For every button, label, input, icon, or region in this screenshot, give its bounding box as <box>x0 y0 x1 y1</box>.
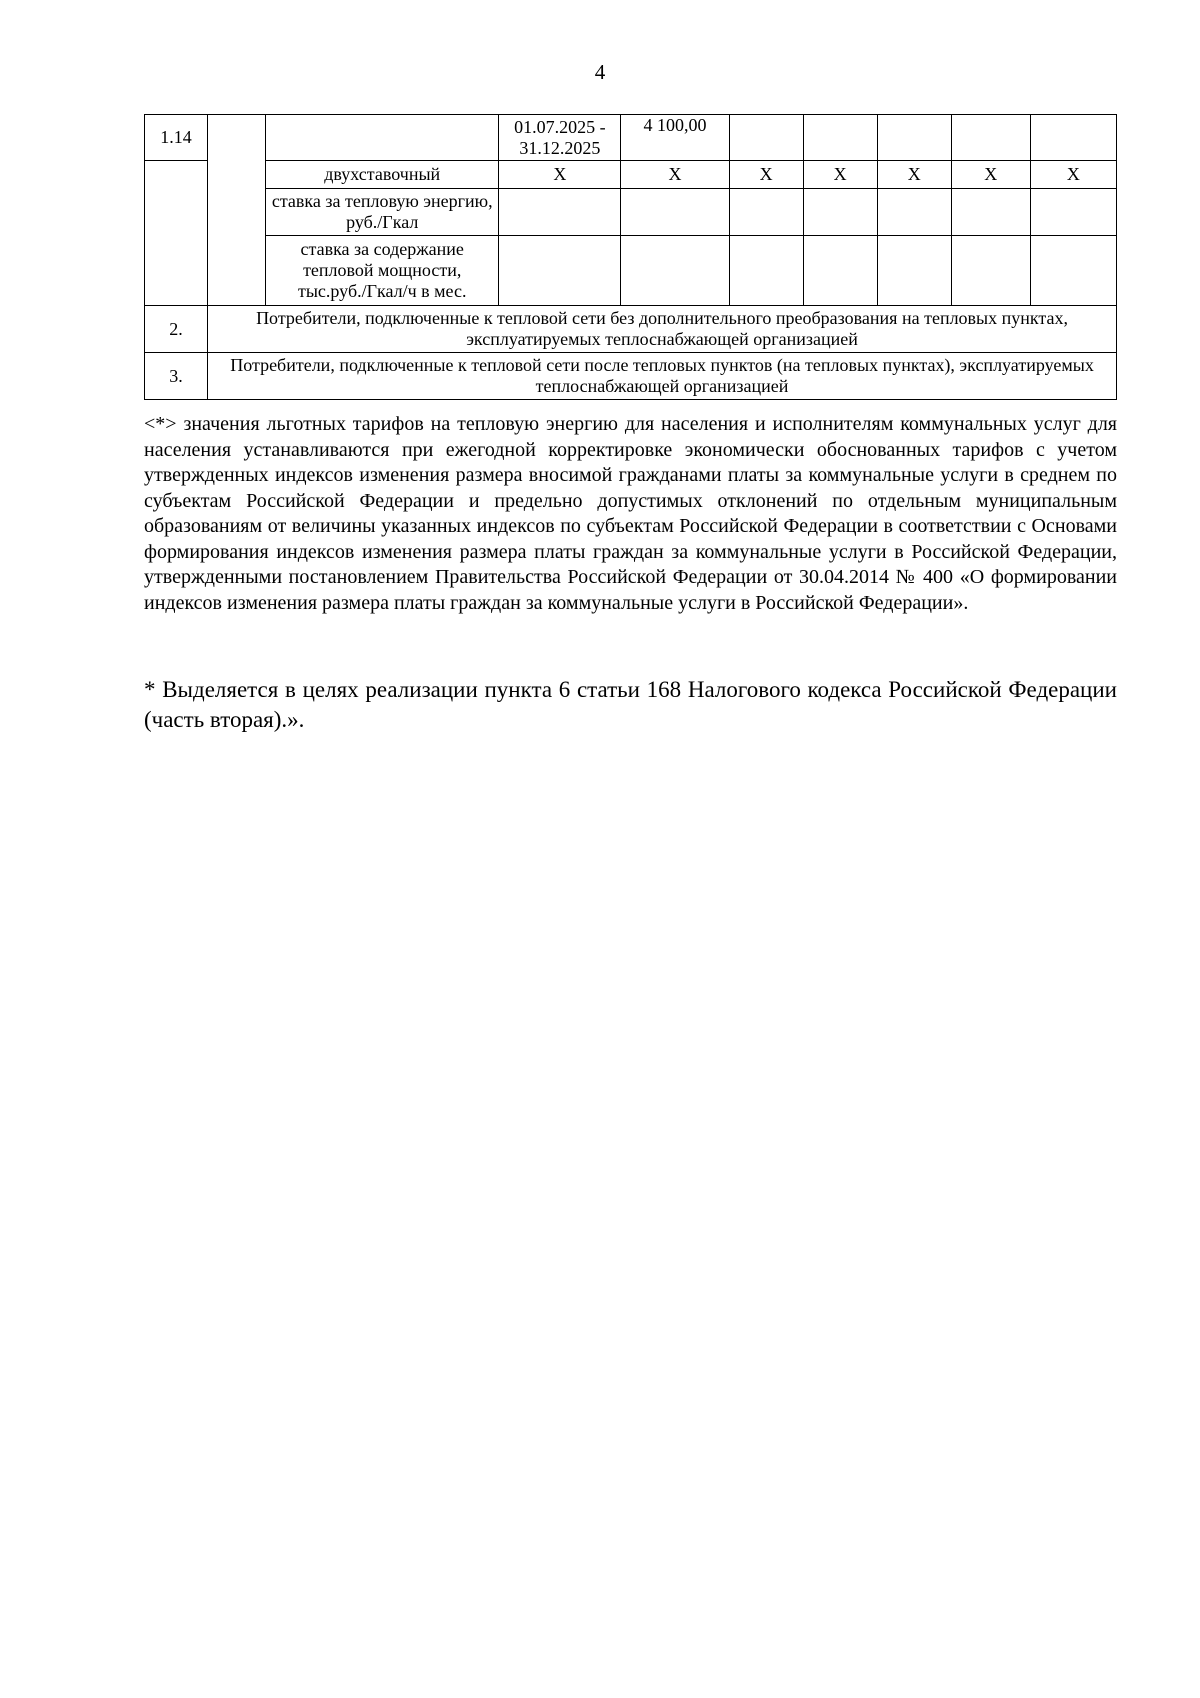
empty-cell <box>951 189 1030 236</box>
empty-cell <box>621 189 729 236</box>
row-number: 1.14 <box>145 115 208 161</box>
two-part-label: двухставочный <box>266 161 499 189</box>
table-row <box>145 353 1117 400</box>
table-row <box>145 236 1117 306</box>
row-number: 2. <box>145 306 208 353</box>
footnote-star <box>144 412 1117 616</box>
tariff-value-cell: 4 100,00 <box>621 115 729 161</box>
x-mark-cell: Х <box>729 161 803 189</box>
empty-cell <box>803 236 877 306</box>
empty-cell <box>145 161 208 306</box>
x-mark-cell: Х <box>877 161 951 189</box>
row-number: 3. <box>145 353 208 400</box>
empty-cell <box>621 236 729 306</box>
empty-cell <box>729 236 803 306</box>
energy-rate-label: ставка за тепловую энергию, руб./Гкал <box>266 189 499 236</box>
x-mark-cell: Х <box>803 161 877 189</box>
empty-cell <box>729 115 803 161</box>
empty-cell <box>951 236 1030 306</box>
capacity-rate-label: ставка за содержание тепловой мощности, тыс.руб./Гкал/ч в мес. <box>266 236 499 306</box>
x-mark-cell: Х <box>499 161 621 189</box>
table-row <box>145 115 1117 161</box>
footnote-asterisk: * Выделяется в целях реализации пункта 6 статьи 168 Налогового кодекса Российской Федерации (часть вторая).». <box>144 677 1117 732</box>
page-number: 4 <box>594 60 606 84</box>
empty-cell <box>877 189 951 236</box>
table-row <box>145 306 1117 353</box>
x-mark-cell: Х <box>951 161 1030 189</box>
consumer-group-text: Потребители, подключенные к тепловой сети без дополнительного преобразования на тепловых пунктах, эксплуатируемых теплоснабжающей организацией <box>208 306 1117 353</box>
empty-cell <box>803 189 877 236</box>
empty-cell <box>1030 189 1116 236</box>
footnote-marker: <*> <box>144 413 177 435</box>
table-row <box>145 161 1117 189</box>
empty-cell <box>208 115 266 306</box>
empty-cell <box>803 115 877 161</box>
empty-cell <box>266 115 499 161</box>
empty-cell <box>877 115 951 161</box>
empty-cell <box>1030 236 1116 306</box>
x-mark-cell: Х <box>1030 161 1116 189</box>
period-cell: 01.07.2025 - 31.12.2025 <box>499 115 621 161</box>
consumer-group-text: Потребители, подключенные к тепловой сети после тепловых пунктов (на тепловых пунктах), эксплуатируемых теплоснабжающей организацией <box>208 353 1117 400</box>
x-mark-cell: Х <box>621 161 729 189</box>
tariff-table <box>144 114 1117 400</box>
footnote-text: значения льготных тарифов на тепловую энергию для населения и исполнителям коммунальных услуг для населения устанавливаются при ежегодной корректировке экономически обоснованных тарифов с учетом утвержденных индексов изменения размера вносимой гражданами платы за коммунальные услуги в среднем по субъектам Российской Федерации и предельно допустимых отклонений по отдельным муниципальным образованиям от величины указанных индексов по субъектам Российской Федерации в соответствии с Основами формирования индексов изменения размера платы граждан за коммунальные услуги в Российской Федерации, утвержденными постановлением Правительства Российской Федерации от 30.04.2014 № 400 «О формировании индексов изменения размера платы граждан за коммунальные услуги в Российской Федерации». <box>144 413 1118 614</box>
table-row <box>145 189 1117 236</box>
empty-cell <box>877 236 951 306</box>
empty-cell <box>1030 115 1116 161</box>
empty-cell <box>729 189 803 236</box>
empty-cell <box>499 236 621 306</box>
empty-cell <box>951 115 1030 161</box>
empty-cell <box>499 189 621 236</box>
